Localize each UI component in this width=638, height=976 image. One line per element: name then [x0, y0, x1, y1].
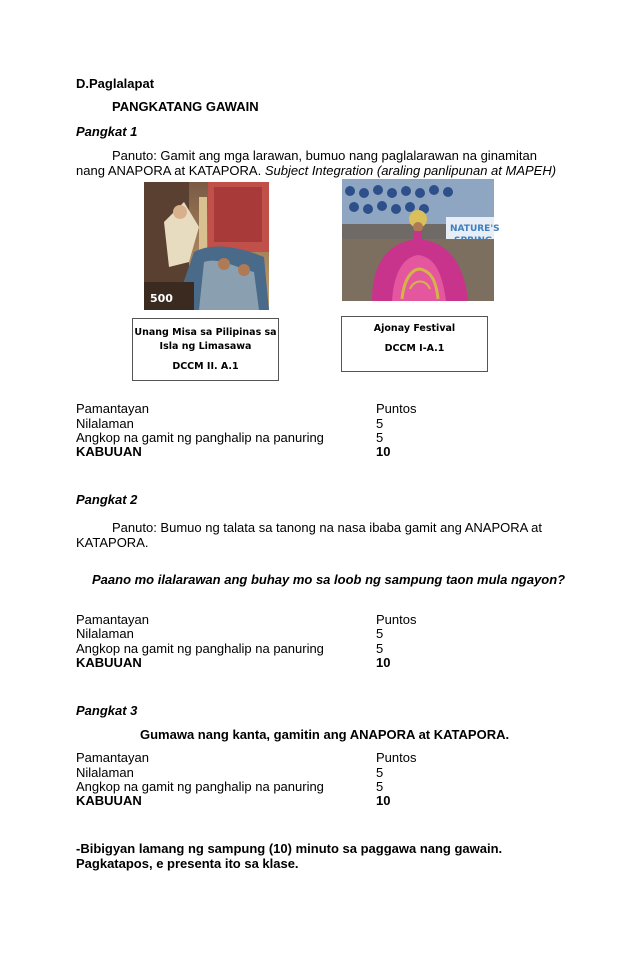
rubric-points-header: Puntos	[376, 401, 417, 416]
rubric-criteria: Nilalaman	[76, 416, 134, 431]
first-mass-caption	[132, 318, 279, 381]
caption1-line1: Unang Misa sa Pilipinas sa	[134, 327, 277, 338]
rubric-total-value: 10	[376, 655, 391, 670]
rubric-points: 5	[376, 626, 384, 641]
rubric2-header	[76, 612, 417, 627]
rubric1-total	[76, 444, 406, 459]
group2-instruction	[76, 520, 566, 550]
main-heading: PANGKATANG GAWAIN	[112, 99, 259, 114]
closing-note: -Bibigyan lamang ng sampung (10) minuto sa paggawa nang gawain. Pagkatapos, e presenta ito sa klase.	[76, 841, 503, 871]
group2-question: Paano mo ilalarawan ang buhay mo sa loob ng sampung taon mula ngayon?	[92, 572, 566, 587]
rubric-total-label: KABUUAN	[76, 655, 142, 670]
rubric-criteria-header: Pamantayan	[76, 750, 149, 765]
caption1-line2: Isla ng Limasawa	[159, 341, 252, 352]
rubric-criteria-header: Pamantayan	[76, 612, 149, 627]
group2-instruction-text: Panuto: Bumuo ng talata sa tanong na nasa ibaba gamit ang ANAPORA at KATAPORA.	[76, 520, 543, 550]
rubric2-row	[76, 641, 406, 656]
rubric-total-value: 10	[376, 444, 391, 459]
rubric-total-value: 10	[376, 793, 391, 808]
rubric-criteria: Angkop na gamit ng panghalip na panuring	[76, 779, 324, 794]
rubric-criteria: Nilalaman	[76, 765, 134, 780]
group1-instruction	[76, 148, 566, 178]
rubric3-total	[76, 793, 406, 808]
group1-label: Pangkat 1	[76, 124, 138, 139]
rubric3-row	[76, 779, 406, 794]
rubric-points: 5	[376, 641, 384, 656]
rubric-total-label: KABUUAN	[76, 793, 142, 808]
rubric3-header	[76, 750, 417, 765]
festival-caption	[341, 316, 488, 372]
rubric2-row	[76, 626, 406, 641]
rubric3-row	[76, 765, 406, 780]
group1-instruction-text: Panuto: Gamit ang mga larawan, bumuo nang paglalarawan na ginamitan nang ANAPORA at KATAPORA.	[76, 148, 537, 178]
caption2-line1: Ajonay Festival	[373, 323, 456, 334]
rubric-points-header: Puntos	[376, 750, 417, 765]
group3-instruction: Gumawa nang kanta, gamitin ang ANAPORA at KATAPORA.	[140, 727, 510, 742]
group3-label: Pangkat 3	[76, 703, 138, 718]
500-logo-text: 500	[150, 292, 173, 305]
rubric-criteria: Angkop na gamit ng panghalip na panuring	[76, 430, 324, 445]
rubric-points: 5	[376, 765, 384, 780]
rubric-points: 5	[376, 430, 384, 445]
subject-integration-text: Subject Integration (araling panlipunan at MAPEH)	[264, 163, 557, 178]
rubric-criteria: Angkop na gamit ng panghalip na panuring	[76, 641, 324, 656]
rubric-criteria-header: Pamantayan	[76, 401, 149, 416]
rubric1-row	[76, 416, 406, 431]
rubric2-total	[76, 655, 406, 670]
rubric-total-label: KABUUAN	[76, 444, 142, 459]
rubric-points-header: Puntos	[376, 612, 417, 627]
first-mass-image	[144, 182, 269, 310]
rubric-points: 5	[376, 779, 384, 794]
group2-label: Pangkat 2	[76, 492, 138, 507]
rubric1-row	[76, 430, 406, 445]
rubric-points: 5	[376, 416, 384, 431]
festival-image	[342, 179, 500, 301]
caption2-code: DCCM I-A.1	[384, 343, 445, 354]
caption1-code: DCCM II. A.1	[172, 361, 239, 372]
section-title: D.Paglalapat	[76, 76, 155, 91]
banner-line1: NATURE'S	[450, 224, 500, 234]
rubric-criteria: Nilalaman	[76, 626, 134, 641]
rubric1-header	[76, 401, 417, 416]
